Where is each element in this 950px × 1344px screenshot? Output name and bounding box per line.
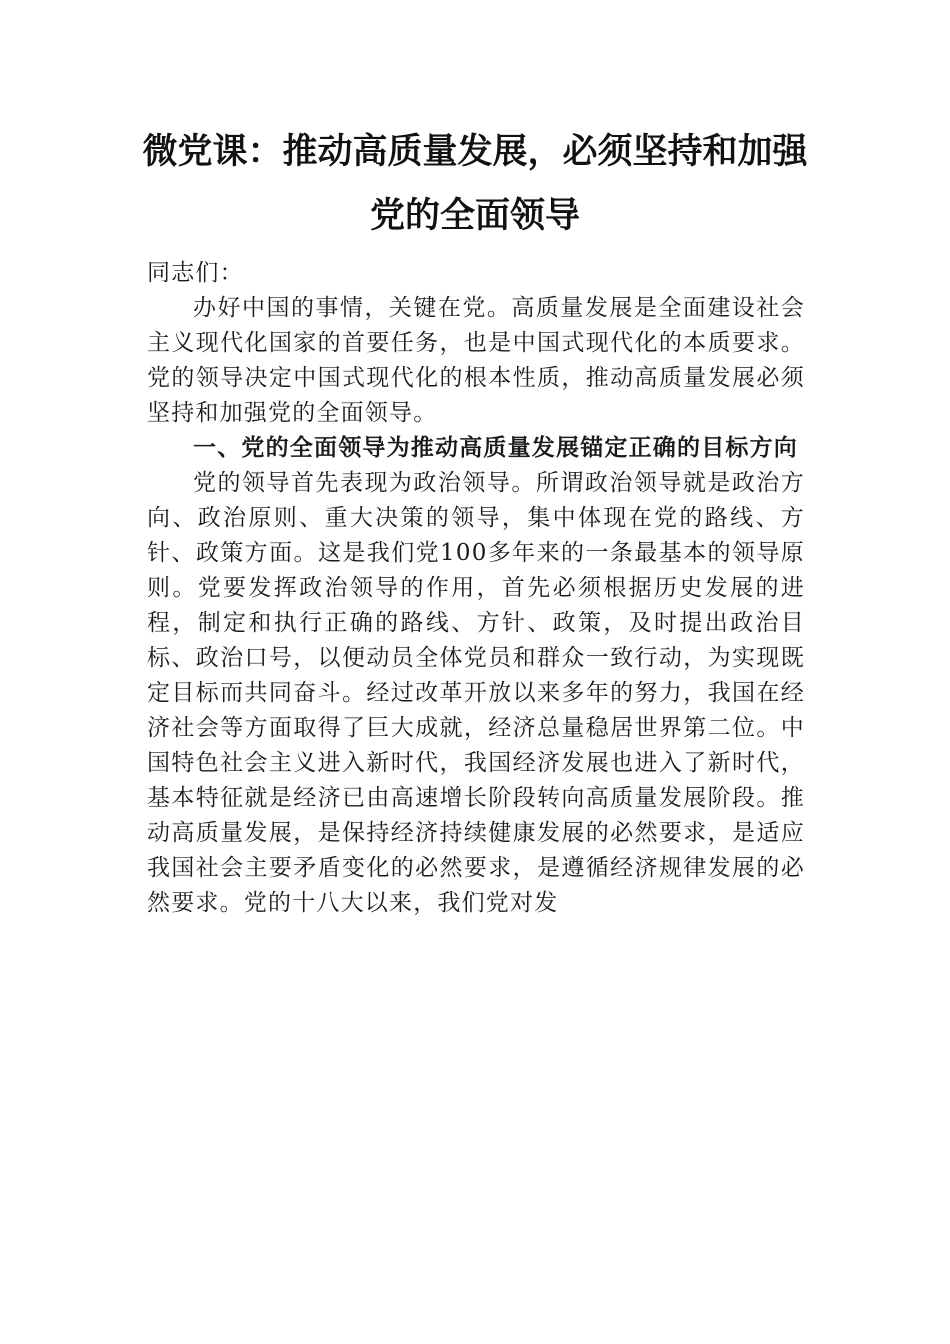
greeting: 同志们：	[147, 260, 244, 286]
intro-paragraph: 办好中国的事情，关键在党。高质量发展是全面建设社会主义现代化国家的首要任务，也是中国式现代化的本质要求。党的领导决定中国式现代化的根本性质，推动高质量发展必须坚持和加强党的全面领导。	[147, 295, 805, 426]
section-1-heading: 一、党的全面领导为推动高质量发展锚定正确的目标方向	[193, 435, 798, 461]
document-title: 微党课：推动高质量发展，必须坚持和加强党的全面领导	[142, 132, 808, 236]
section-1-paragraph: 党的领导首先表现为政治领导。所谓政治领导就是政治方向、政治原则、重大决策的领导，集中体现在党的路线、方针、政策方面。这是我们党100多年来的一条最基本的领导原则。党要发挥政治领导的作用，首先必须根据历史发展的进程，制定和执行正确的路线、方针、政策，及时提出政治目标、政治口号，以便动员全体党员和群众一致行动，为实现既定目标而共同奋斗。经过改革开放以来多年的努力，我国在经济社会等方面取得了巨大成就，经济总量稳居世界第二位。中国特色社会主义进入新时代，我国经济发展也进入了新时代，基本特征就是经济已由高速增长阶段转向高质量发展阶段。推动高质量发展，是保持经济持续健康发展的必然要求，是适应我国社会主要矛盾变化的必然要求，是遵循经济规律发展的必然要求。党的十八大以来，我们党对发	[147, 470, 805, 916]
document-body	[147, 256, 805, 921]
